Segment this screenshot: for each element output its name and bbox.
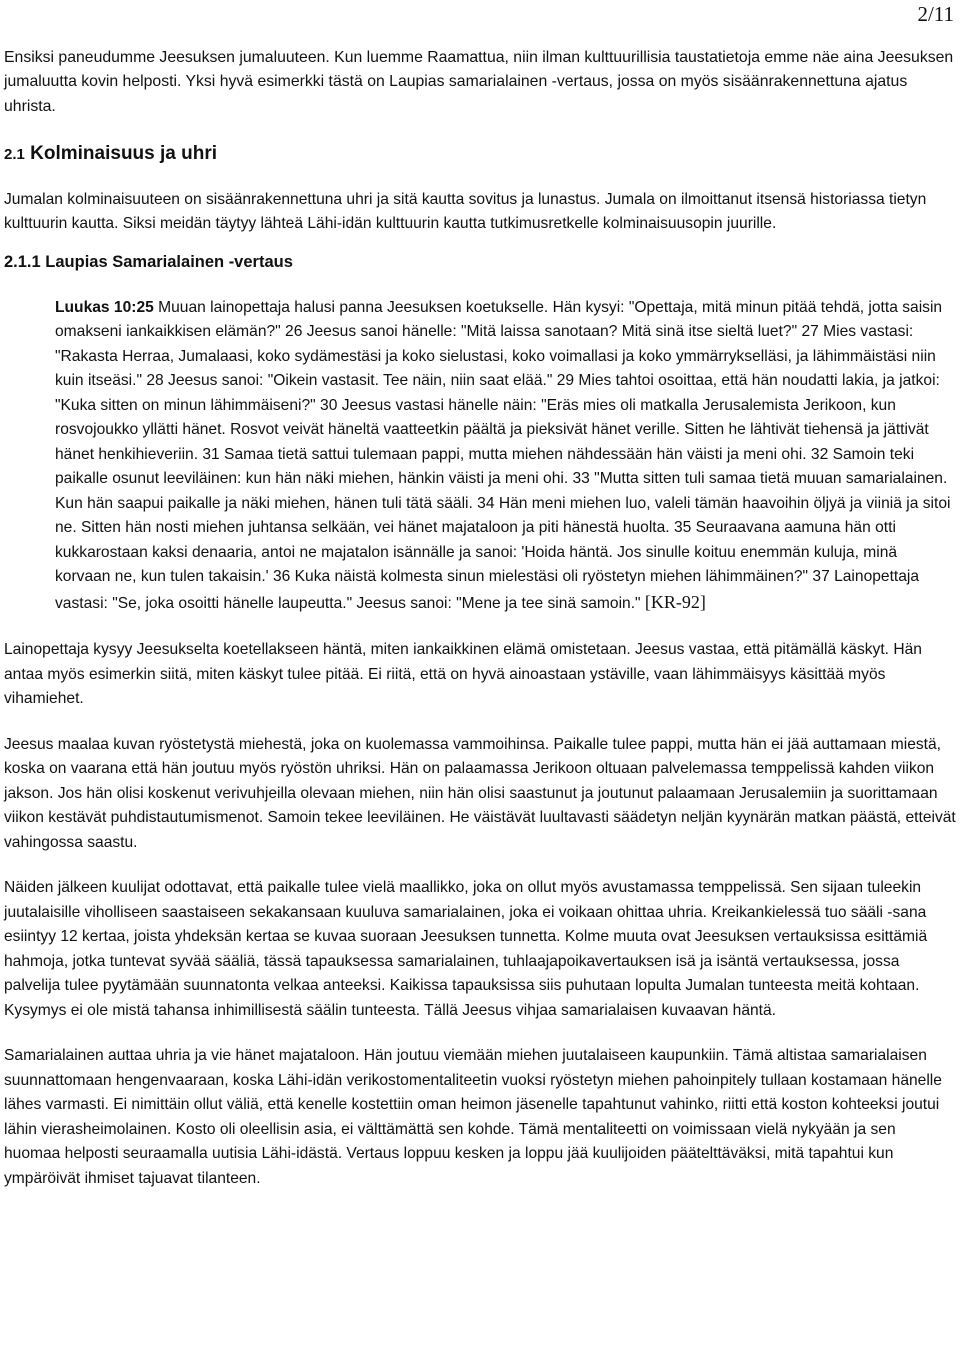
body-paragraph: Jeesus maalaa kuvan ryöstetystä miehestä, joka on kuolemassa vammoihinsa. Paikalle tulee pappi, mutta hän ei jää auttamaan miestä, koska on vaarana että hän joutuu myös ryöstön uhriksi. Hän on palaamassa Jerikoon oltuaan palvelemassa temppelissä kahden viikon jakson. Jos hän olisi koskenut verivuhjeilla olevaan miehen, niin hän olisi saastunut ja joutunut palaamaan Jerusalemiin ja suorittamaan viikon kestävät puhdistautumismenot. Samoin tekee leeviläinen. He väistävät luultavasti säädetyn neljän kyynärän matkan päästä, etteivät vahingossa saastu. bbox=[4, 735, 956, 851]
scripture-quote bbox=[55, 296, 955, 617]
section-heading bbox=[4, 141, 956, 168]
quote-text: Muuan lainopettaja halusi panna Jeesuksen koetukselle. Hän kysyi: "Opettaja, mitä minun pitää tehdä, jotta saisin omakseni iankaikkisen elämän?" 26 Jeesus sanoi hänelle: "Mitä laissa sanotaan? Mitä sinä itse sieltä luet?" 27 Mies vastasi: "Rakasta Herraa, Jumalaasi, koko sydämestäsi ja koko sielustasi, koko voimallasi ja koko ymmärrykselläsi, ja lähimmäistäsi niin kuin itseäsi." 28 Jeesus sanoi: "Oikein vastasit. Tee näin, niin saat elää." 29 Mies tahtoi osoittaa, että hän noudatti lakia, ja jatkoi: "Kuka sitten on minun lähimmäiseni?" 30 Jeesus vastasi hänelle näin: "Eräs mies oli matkalla Jerusalemista Jerikoon, kun rosvojoukko yllätti hänet. Rosvot veivät häneltä vaatteetkin päältä ja pieksivät hänet verille. Sitten he lähtivät tiehensä ja jättivät hänet henkihieveriin. 31 Samaa tietä sattui tulemaan pappi, mutta miehen nähdessään hän väisti ja meni ohi. 32 Samoin teki paikalle osunut leeviläinen: kun hän näki miehen, hänkin väisti ja meni ohi. 33 "Mutta sitten tuli samaa tietä muuan samarialainen. Kun hän saapui paikalle ja näki miehen, hänen tuli tätä sääli. 34 Hän meni miehen luo, valeli tämän haavoihin öljyä ja viiniä ja sitoi ne. Sitten hän nosti miehen juhtansa selkään, vei hänet majataloon ja piti hänestä huolta. 35 Seuraavana aamuna hän otti kukkarostaan kaksi denaaria, antoi ne majatalon isännälle ja sanoi: 'Hoida häntä. Jos sinulle koituu enemmän kuluja, minä korvaan ne, kun tulen takaisin.' 36 Kuka näistä kolmesta sinun mielestäsi oli ryöstetyn miehen lähimmäinen?" 37 Lainopettaja vastasi: "Se, joka osoitti hänelle laupeutta." Jeesus sanoi: "Mene ja tee sinä samoin." bbox=[55, 298, 951, 612]
body-paragraph: Näiden jälkeen kuulijat odottavat, että paikalle tulee vielä maallikko, joka on ollut myös avustamassa temppelissä. Sen sijaan tuleekin juutalaisille viholliseen saastaiseen sekakansaan kuuluva samarialainen, joka ei voikaan ohittaa uhria. Kreikankielessä tuo sääli -sana esiintyy 12 kertaa, joista yhdeksän kertaa se kuvaa suoraan Jeesuksen tunnetta. Kolme muuta ovat Jeesuksen vertauksissa esittämiä hahmoja, jotka tuntevat syvää sääliä, tässä tapauksessa samarialainen, tuhlaajapoikavertauksen isä ja isäntä vertauksessa, jossa palvelija tulee pyytämään suunnatonta velkaa anteeksi. Kaikissa tapauksissa siis puhutaan lopulta Jumalan tunteesta meitä kohtaan. Kysymys ei ole mistä tahansa inhimillisestä säälin tunteesta. Tällä Jeesus vihjaa samarialaisen kuvaavan häntä. bbox=[4, 879, 928, 1019]
body-paragraph: Samarialainen auttaa uhria ja vie hänet majataloon. Hän joutuu viemään miehen juutalaiseen kaupunkiin. Tämä altistaa samarialaisen suunnattomaan hengenvaaraan, koska Lähi-idän verikostomentaliteetin vuoksi ryöstetyn miehen pahoinpitely tullaan kostamaan hänelle lähes varmasti. Ei nimittäin ollut väliä, että kenelle kostettiin oman heimon jäsenelle tapahtunut vahinko, riitti että koston kohteeksi joutui lähin vierasheimolainen. Kosto oli oleellisin asia, ei välttämättä sen kohde. Tämä mentaliteetti on voimissaan vielä nykyään ja sen huomaa helposti seuraamalla uutisia Lähi-idästä. Vertaus loppuu kesken ja loppu jää kuulijoiden päätelttäväksi, mitä tapahtui kun ympäröivät ihmiset tajuavat tilanteen. bbox=[4, 1047, 942, 1187]
body-paragraph: Lainopettaja kysyy Jeesukselta koetellakseen häntä, miten iankaikkinen elämä omistetaan. Jeesus vastaa, että pitämällä käskyt. Hän antaa myös esimerkin siitä, miten käskyt tulee pitää. Ei riitä, että on hyvä ainoastaan ystäville, vaan lähimmäisyys käsittää myös vihamiehet. bbox=[4, 641, 922, 708]
page-number: 2/11 bbox=[917, 2, 954, 26]
section-paragraph: Jumalan kolminaisuuteen on sisäänrakennettuna uhri ja sitä kautta sovitus ja lunastus. Jumala on ilmoittanut itsensä historiassa tietyn kulttuurin kautta. Siksi meidän täytyy lähteä Lähi-idän kulttuurin kautta tutkimusretkelle kolminaisuusopin juurille. bbox=[4, 190, 927, 233]
intro-paragraph: Ensiksi paneudumme Jeesuksen jumaluuteen. Kun luemme Raamattua, niin ilman kulttuurillisia taustatietoja emme näe aina Jeesuksen jumaluutta kovin helposti. Yksi hyvä esimerkki tästä on Laupias samarialainen -vertaus, jossa on myös sisäänrakennettuna ajatus uhrista. bbox=[4, 49, 954, 115]
section-number: 2.1 bbox=[4, 145, 25, 163]
translation-code: [KR-92] bbox=[644, 591, 706, 612]
section-title: Kolminaisuus ja uhri bbox=[30, 142, 218, 164]
subsection-heading: 2.1.1 Laupias Samarialainen -vertaus bbox=[4, 252, 293, 271]
quote-reference: Luukas 10:25 bbox=[55, 298, 154, 316]
document-body bbox=[4, 46, 956, 1191]
